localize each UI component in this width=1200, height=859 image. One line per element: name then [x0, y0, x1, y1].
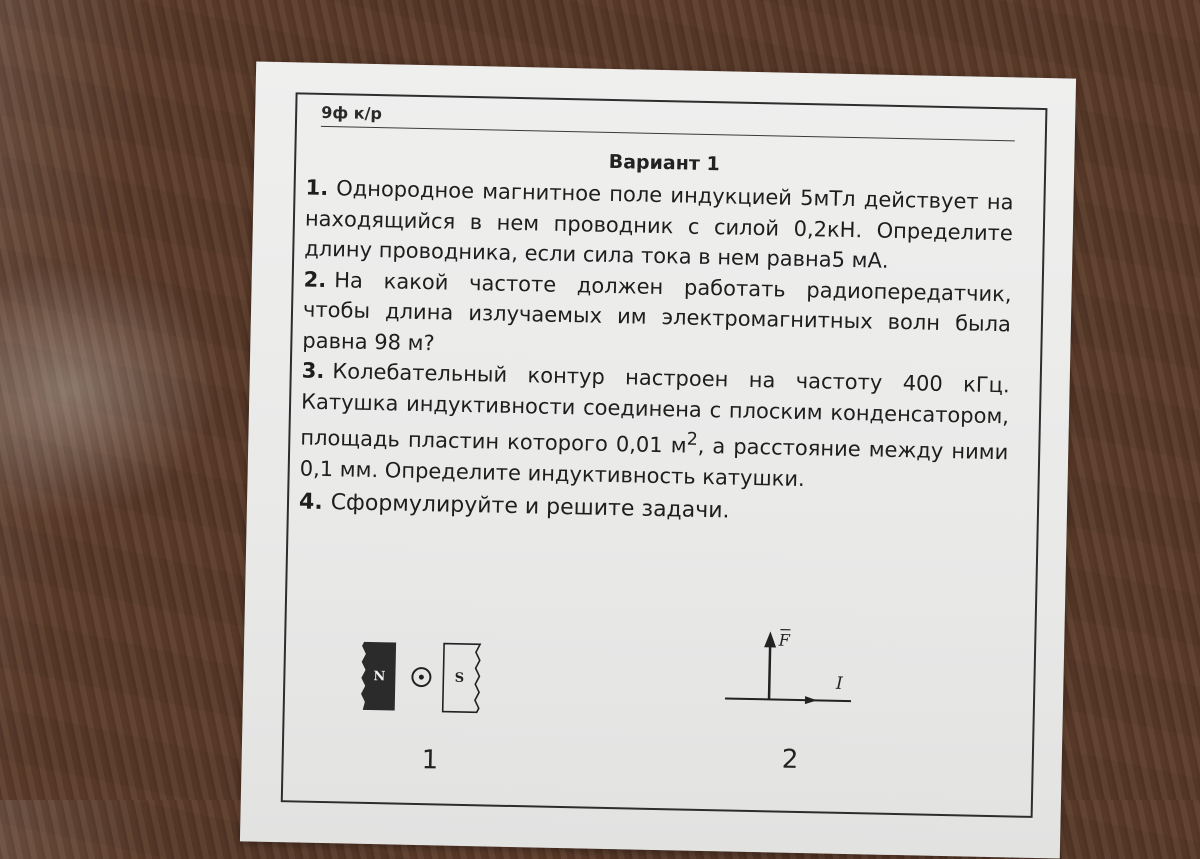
figure-2-caption: 2: [781, 745, 798, 775]
problem-text: На какой частоте должен работать радиопередатчик, чтобы длина излучаемых им электромагнитных волн была равна 98 м?: [302, 268, 1012, 355]
superscript: 2: [686, 430, 698, 450]
figure-1-caption: 1: [421, 745, 438, 775]
problem-1: [304, 173, 1014, 279]
current-label: I: [835, 674, 843, 694]
figure-2-force-current: [713, 616, 865, 719]
header-label: 9ф к/р: [321, 103, 382, 123]
desk-glare: [0, 232, 244, 549]
problem-text: Сформулируйте и решите задачи.: [330, 490, 729, 523]
problem-text-continued: , а расстояние между ними 0,1 мм. Определите индуктивность катушки.: [300, 434, 1009, 491]
problem-number: 4.: [299, 489, 323, 514]
current-arrow-icon: [805, 696, 817, 704]
problem-text: Однородное магнитное поле индукцией 5мТл действует на находящийся в нем проводник с силой 0,2кН. Определите длину проводника, если сила тока в нем равна5 мА.: [304, 176, 1014, 273]
variant-title: Вариант 1: [254, 143, 1074, 182]
force-vector: [769, 645, 770, 699]
problem-text: Колебательный контур настроен на частоту 400 кГц. Катушка индуктивности соединена с плоским конденсатором, площадь пластин которого 0,01 м: [300, 359, 1010, 457]
north-pole-label: N: [373, 669, 385, 684]
force-arrow-icon: [764, 631, 776, 647]
wire-line: [725, 698, 851, 701]
problem-number: 1.: [305, 176, 328, 200]
problem-number: 3.: [302, 359, 325, 383]
problems-list: [299, 173, 1014, 533]
south-pole-label: S: [455, 671, 465, 686]
force-label: F: [778, 631, 791, 650]
problem-3: [299, 356, 1010, 499]
problem-number: 2.: [303, 267, 326, 291]
problem-2: [302, 264, 1012, 370]
worksheet-paper: [240, 61, 1076, 858]
current-dot: [419, 675, 424, 680]
figure-1-magnet: [355, 636, 497, 719]
